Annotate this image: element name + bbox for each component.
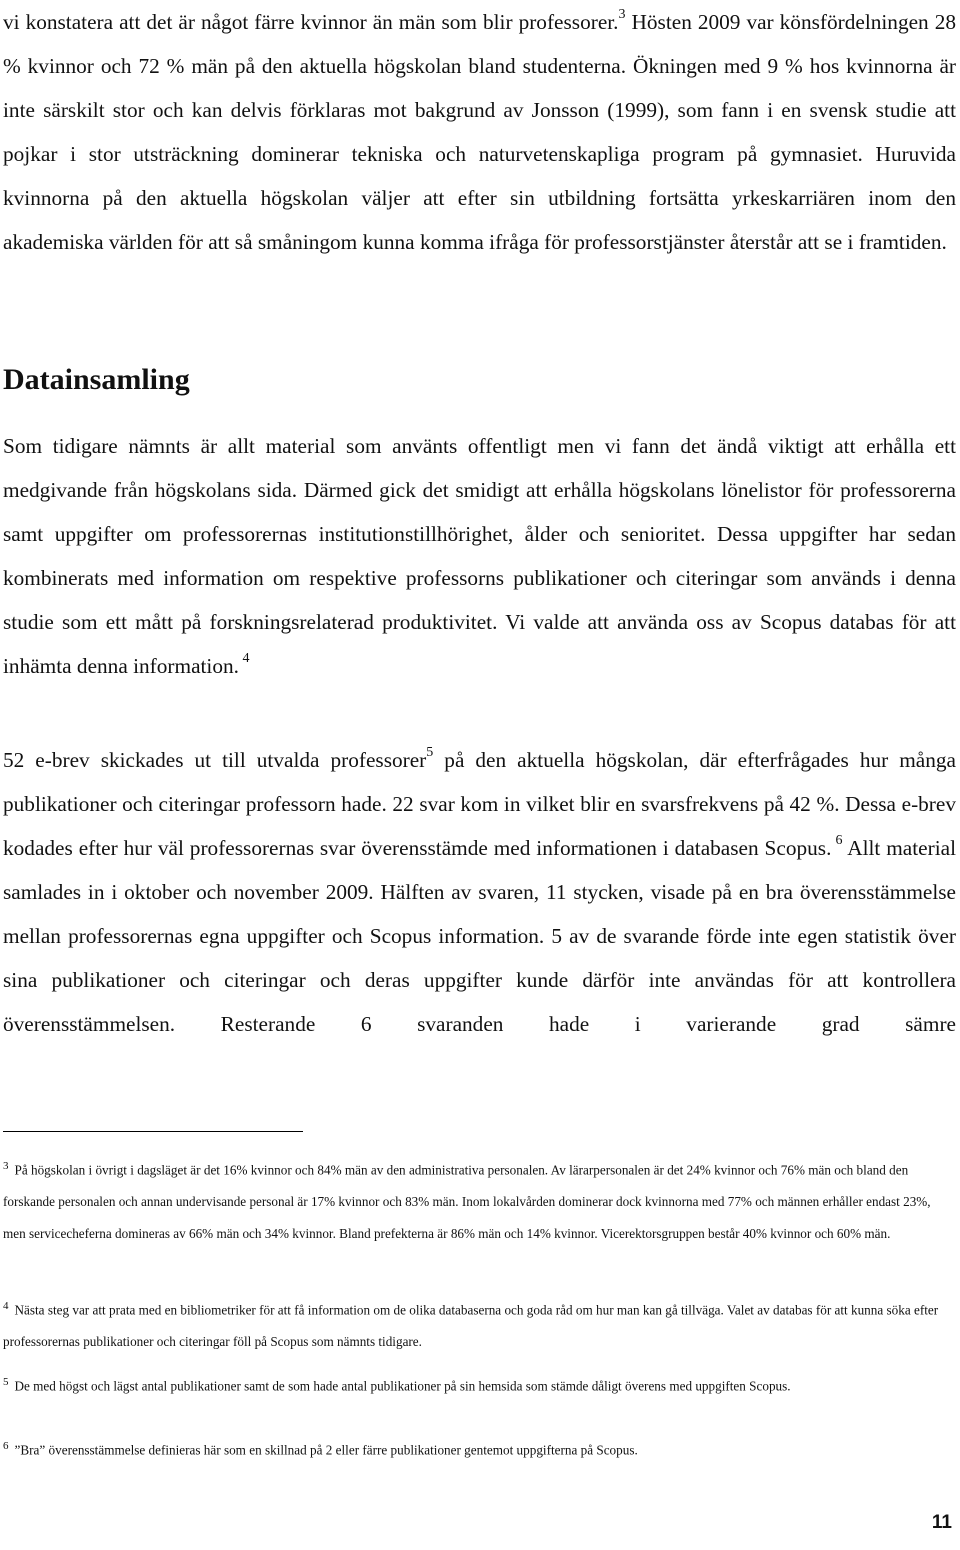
footnote-separator xyxy=(3,1131,303,1132)
paragraph-datainsamling-text: Som tidigare nämnts är allt material som använts offentligt men vi fann det ändå viktigt att erhålla ett medgivande från högskolans sida. Därmed gick det smidigt att erhålla högskolans lönelistor för professorerna samt uppgifter om professorernas institutionstillhörighet, ålder och senioritet. Dessa uppgifter har sedan kombinerats med information om respektive professorns publikationer och citeringar som används i denna studie som ett mått på forskningsrelaterad produktivitet. Vi valde att använda oss av Scopus databas för att inhämta denna information. xyxy=(3,434,956,678)
footnote-3-mark: 3 xyxy=(3,1160,9,1172)
footnote-ref-6[interactable]: 6 xyxy=(831,832,843,848)
footnote-6-mark: 6 xyxy=(3,1440,9,1452)
footnote-6-text: ”Bra” överensstämmelse definieras här som en skillnad på 2 eller färre publikationer gentemot uppgifterna på Scopus. xyxy=(14,1442,638,1458)
paragraph-intro-text-1: vi konstatera att det är något färre kvinnor än män som blir professorer. xyxy=(3,10,619,34)
footnote-5 xyxy=(3,1366,953,1402)
section-heading: Datainsamling xyxy=(3,363,190,396)
footnote-ref-3[interactable]: 3 xyxy=(618,6,626,22)
footnote-ref-4[interactable]: 4 xyxy=(238,650,250,666)
footnote-5-mark: 5 xyxy=(3,1376,9,1388)
paragraph-email-survey-text-2: på den aktuella högskolan, där efterfrågades hur många publikationer och citeringar professorn hade. 22 svar kom in vilket blir en svarsfrekvens på 42 %. Dessa e-brev kodades efter hur väl professorernas svar överensstämde med informationen i databasen Scopus. xyxy=(3,748,956,860)
page-number: 11 xyxy=(931,1512,952,1533)
paragraph-datainsamling xyxy=(3,424,956,688)
footnote-4-mark: 4 xyxy=(3,1300,9,1312)
footnote-ref-5[interactable]: 5 xyxy=(426,744,434,760)
footnote-5-text: De med högst och lägst antal publikationer samt de som hade antal publikationer på sin hemsida som stämde dåligt överens med uppgiften Scopus. xyxy=(14,1378,791,1394)
paragraph-intro-text-2: Hösten 2009 var könsfördelningen 28 % kvinnor och 72 % män på den aktuella högskolan bland studenterna. Ökningen med 9 % hos kvinnorna är inte särskilt stor och kan delvis förklaras mot bakgrund av Jonsson (1999), som fann i en svensk studie att pojkar i stor utsträckning dominerar tekniska och naturvetenskapliga program på gymnasiet. Huruvida kvinnorna på den aktuella högskolan väljer att efter sin utbildning fortsätta yrkeskarriären inom den akademiska världen för att så småningom kunna komma ifråga för professorstjänster återstår att se i framtiden. xyxy=(3,10,956,254)
footnote-3-text: På högskolan i övrigt i dagsläget är det 16% kvinnor och 84% män av den administrativa personalen. Av lärarpersonalen är det 24% kvinnor och 76% män och bland den forskande personalen och annan undervisande personal är 17% kvinnor och 83% män. Inom lokalvården dominerar dock kvinnorna med 77% och männen erhåller endast 23%, men servicecheferna domineras av 66% män och 34% kvinnor. Bland prefekterna är 86% män och 14% kvinnor. Vicerektorsgruppen består 40% kvinnor och 60% män. xyxy=(3,1162,931,1242)
footnote-4-text: Nästa steg var att prata med en bibliometriker för att få information om de olika databaserna och goda råd om hur man kan gå tillväga. Valet av databas för att kunna söka efter professorernas publikationer och citeringar föll på Scopus som nämnts tidigare. xyxy=(3,1302,939,1350)
paragraph-email-survey-text-3: Allt material samlades in i oktober och november 2009. Hälften av svaren, 11 stycken, visade på en bra överensstämmelse mellan professorernas egna uppgifter och Scopus information. 5 av de svarande förde inte egen statistik över sina publikationer och citeringar och deras uppgifter kunde därför inte användas för att kontrollera överensstämmelsen. Resterande 6 svaranden hade i varierande grad sämre xyxy=(3,836,956,1036)
footnote-4 xyxy=(3,1290,953,1358)
footnote-3 xyxy=(3,1150,953,1250)
paragraph-email-survey xyxy=(3,738,956,1046)
paragraph-email-survey-text-1: 52 e-brev skickades ut till utvalda professorer xyxy=(3,748,427,772)
footnote-6 xyxy=(3,1430,953,1466)
paragraph-intro xyxy=(3,0,956,264)
